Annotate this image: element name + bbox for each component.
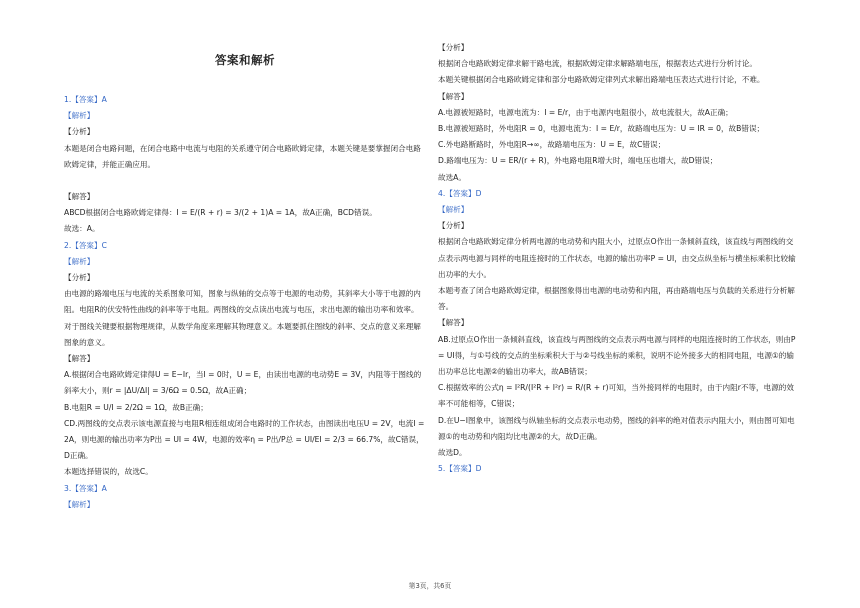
q3-option-a: A.电源被短路时，电源电流为：I = E/r，由于电源内电阻很小，故电流很大，故A正确；	[438, 107, 733, 117]
q2-option-a: A.根据闭合电路欧姆定律得U = E−Ir，当I = 0时，U = E，由读出电源的电动势E = 3V，内阻等于图线的斜率大小，则r = |ΔU/ΔI| = 3/6Ω = 0.5Ω，故A正确；	[64, 370, 422, 396]
q3-option-d: D.路端电压为：U = ER/(r + R)，外电路电阻R增大时，端电压也增大，故D错误；	[438, 156, 718, 166]
jiexi-label-2: 【解析】	[64, 256, 95, 266]
q2-conclusion: 本题选择错误的，故选C。	[64, 467, 153, 477]
page-title: 答案和解析	[215, 53, 275, 67]
jieda-label-1: 【解答】	[64, 192, 95, 202]
answer-3: 3.【答案】A	[64, 483, 107, 493]
q1-conclusion: 故选：A。	[64, 224, 100, 234]
q1-solution: ABCD根据闭合电路欧姆定律得：I = E/(R + r) = 3/(2 + 1)A = 1A，故A正确，BCD错误。	[64, 208, 377, 218]
fenxi-label-4: 【分析】	[438, 221, 469, 231]
answer-1: 1.【答案】A	[64, 95, 107, 104]
q4-conclusion: 故选D。	[438, 448, 467, 458]
jieda-label-4: 【解答】	[438, 318, 469, 328]
q3-option-b: B.电源被短路时，外电阻R = 0，电源电流为：I = E/r，故路端电压为：U = IR = 0，故B错误；	[438, 124, 765, 134]
q4-option-ab: AB.过原点O作出一条倾斜直线，该直线与两图线的交点表示两电源与同样的电阻连接时的工作状态，则由P = UI得，与①号线的交点的坐标乘积大于与②号线坐标的乘积，说明不论外接多大的相同电阻，电源①的输出功率总比电源②的输出功率大，故AB错误；	[438, 334, 796, 377]
q2-option-b: B.电阻R = U/I = 2/2Ω = 1Ω，故B正确；	[64, 402, 208, 412]
q3-option-c: C.外电路断路时，外电阻R→∞，故路端电压为：U = E，故C错误；	[438, 140, 666, 150]
q4-key: 本题考查了闭合电路欧姆定律，根据图象得出电源的电动势和内阻，再由路端电压与负载的关系进行分析解答。	[438, 286, 795, 312]
q4-option-d: D.在U−I图象中，该图线与纵轴坐标的交点表示电动势，图线的斜率的绝对值表示内阻大小，则由图可知电源①的电动势和内阻均比电源②的大，故D正确。	[438, 415, 795, 441]
q4-option-c: C.根据效率的公式η = I²R/(I²R + I²r) = R/(R + r)可知，当外接同样的电阻时，由于内阻r不等，电源的效率不可能相等，C错误；	[438, 383, 794, 409]
jieda-label-3: 【解答】	[438, 91, 469, 101]
jieda-label-2: 【解答】	[64, 354, 95, 364]
answer-2: 2.【答案】C	[64, 240, 107, 250]
fenxi-label-1: 【分析】	[64, 127, 95, 137]
q3-conclusion: 故选A。	[438, 172, 466, 182]
q4-analysis: 根据闭合电路欧姆定律分析两电源的电动势和内阻大小，过原点O作出一条倾斜直线，该直线与两图线的交点表示两电源与同样的电阻连接时的工作状态，电源的输出功率P = UI，由交点纵坐标与横坐标乘积比较输出功率的大小。	[438, 237, 796, 279]
jiexi-label-1: 【解析】	[64, 111, 95, 121]
fenxi-label-3: 【分析】	[438, 43, 469, 52]
jiexi-label-4: 【解析】	[438, 205, 469, 215]
q3-key: 本题关键根据闭合电路欧姆定律和部分电路欧姆定律列式求解出路端电压表达式进行讨论，不难。	[438, 75, 765, 85]
q2-analysis: 由电源的路端电压与电流的关系图象可知，图象与纵轴的交点等于电源的电动势，其斜率大小等于电源的内阻。电阻R的伏安特性曲线的斜率等于电阻。两图线的交点读出电流与电压，求出电源的输出功率和效率。对于图线关键要根据物理规律，从数学角度来理解其物理意义。本题要抓住图线的斜率、交点的意义来理解图象的意义。	[64, 289, 421, 347]
q3-analysis: 根据闭合电路欧姆定律求解干路电流，根据欧姆定律求解路端电压，根据表达式进行分析讨论。	[438, 59, 757, 69]
left-column	[64, 92, 426, 513]
q2-option-cd: CD.两图线的交点表示该电源直接与电阻R相连组成闭合电路时的工作状态，由图读出电压U = 2V，电流I = 2A，则电源的输出功率为P出 = UI = 4W，电源的效率η = P出/P总 = UI/EI = 2/3 = 66.7%，故C错误，D正确。	[64, 418, 425, 461]
fenxi-label-2: 【分析】	[64, 273, 95, 283]
jiexi-label-3: 【解析】	[64, 499, 95, 509]
right-column	[438, 40, 798, 477]
page-footer: 第3页，共6页	[408, 582, 452, 590]
q1-analysis: 本题是闭合电路问题，在闭合电路中电流与电阻的关系遵守闭合电路欧姆定律，本题关键是要掌握闭合电路欧姆定律，并能正确应用。	[64, 143, 421, 169]
answer-4: 4.【答案】D	[438, 188, 482, 198]
answer-5: 5.【答案】D	[438, 464, 482, 474]
